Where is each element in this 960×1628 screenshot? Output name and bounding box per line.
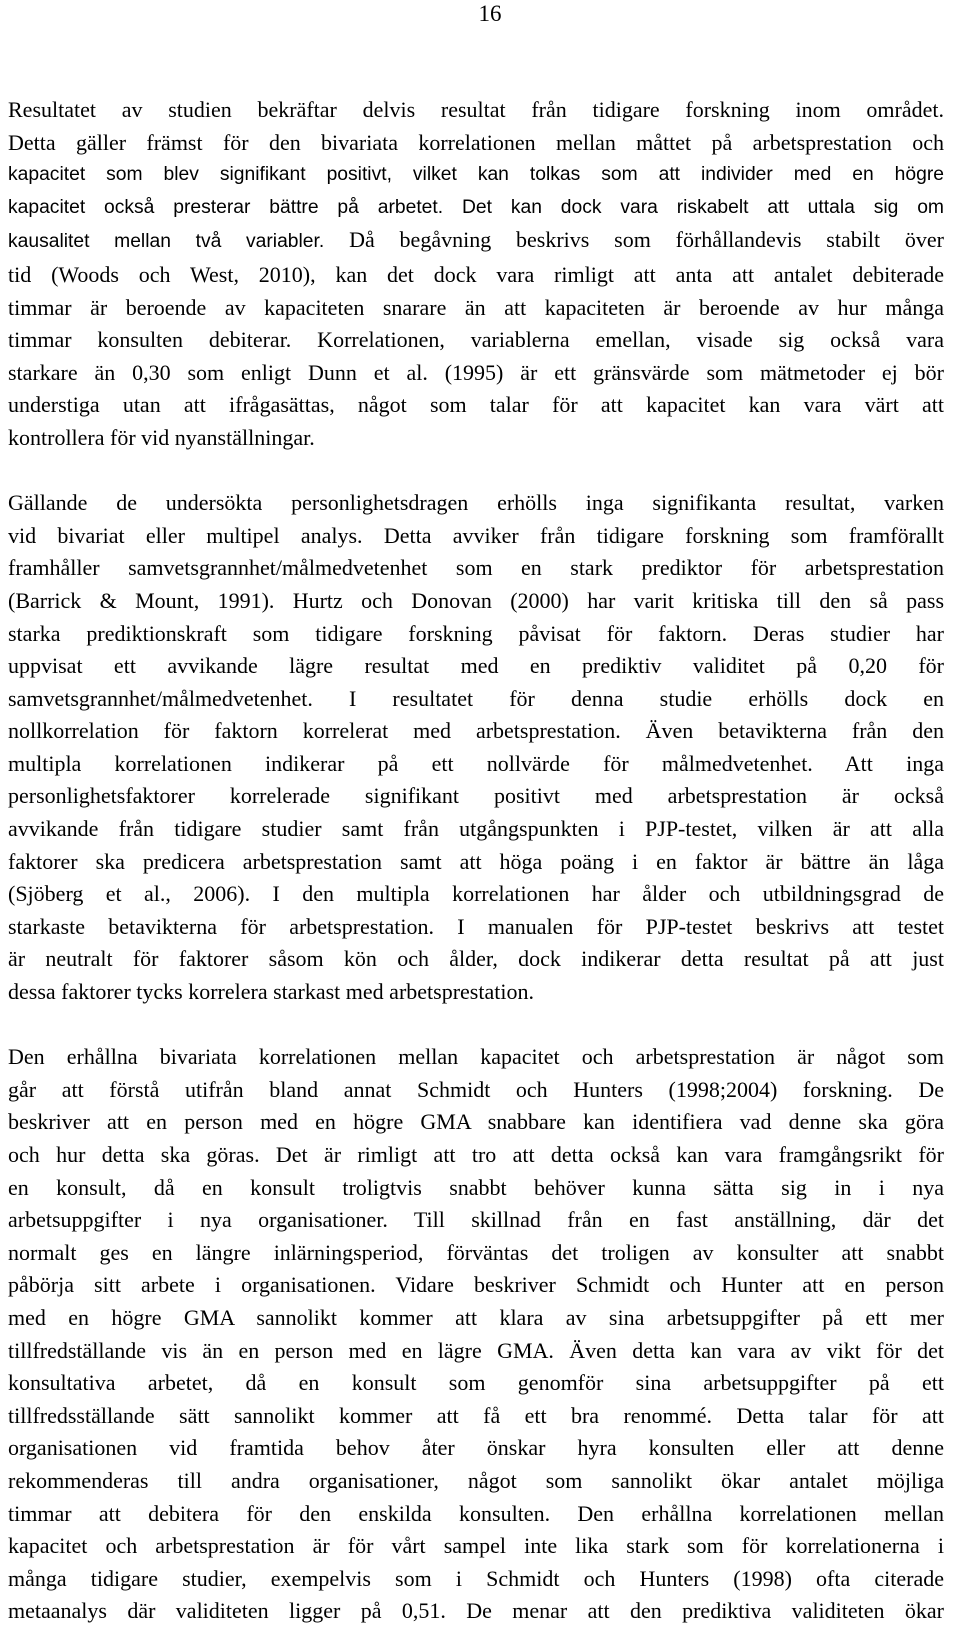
text-line: samvetsgrannhet/målmedvetenhet. I resultatet för denna studie erhölls dock en [8,685,944,711]
paragraph-personality-traits [8,487,944,1009]
text-line: Resultatet av studien bekräftar delvis resultat från tidigare forskning inom området. [8,97,944,122]
page-number: 16 [478,1,502,26]
paragraph-results-summary [8,94,944,455]
text-line: Den erhållna bivariata korrelationen mellan kapacitet och arbetsprestation är något som [8,1044,944,1070]
text-line [8,224,944,259]
text-segment: Då begåvning beskrivs som förhållandevis stabilt över [349,227,944,253]
text-line: Gällande de undersökta personlighetsdragen erhölls inga signifikanta resultat, varken [8,490,944,516]
text-line: är neutralt för faktorer såsom kön och ålder, dock indikerar detta resultat på att just [8,946,944,972]
text-line: många tidigare studier, exempelvis som i Schmidt och Hunters (1998) ofta citerade [8,1565,944,1591]
paragraph-spacer [8,1009,944,1042]
text-line: tid (Woods och West, 2010), kan det dock vara rimligt att anta att antalet debiterade [8,261,944,287]
text-line: normalt ges en längre inlärningsperiod, förväntas det troligen av konsulter att snabbt [8,1239,944,1265]
text-line: tillfredsställande sätt sannolikt kommer att få ett bra renommé. Detta talar för att [8,1402,944,1428]
text-segment: kausalitet mellan två variabler. [8,231,325,253]
text-line: organisationen vid framtida behov åter önskar hyra konsulten eller att denne [8,1435,944,1461]
text-line: avvikande från tidigare studier samt från utgångspunkten i PJP-testet, vilken är att alla [8,816,944,842]
text-line: beskriver att en person med en högre GMA snabbare kan identifiera vad denne ska göra [8,1109,944,1135]
text-line: timmar konsulten debiterar. Korrelationen, variablerna emellan, visade sig också vara [8,327,944,353]
text-line: med en högre GMA sannolikt kommer att klara av sina arbetsuppgifter på ett mer [8,1304,944,1330]
text-line: timmar att debitera för den enskilda konsulten. Den erhållna korrelationen mellan [8,1500,944,1526]
text-line: personlighetsfaktorer korrelerade signifikant positivt med arbetsprestation är också [8,783,944,809]
text-line: starkare än 0,30 som enligt Dunn et al. (1995) är ett gränsvärde som mätmetoder ej bör [8,359,944,385]
text-line: understiga utan att ifrågasättas, något som talar för att kapacitet kan vara värt att [8,392,944,418]
text-line: uppvisat ett avvikande lägre resultat med en prediktiv validitet på 0,20 för [8,653,944,679]
text-line: tillfredställande vis än en person med en lägre GMA. Även detta kan vara av vikt för det [8,1337,944,1363]
text-line: en konsult, då en konsult troligtvis snabbt behöver kunna sätta sig in i nya [8,1174,944,1200]
paragraph-gma-correlation [8,1041,944,1628]
text-line: multipla korrelationen indikerar på ett nollvärde för målmedvetenhet. Att inga [8,750,944,776]
text-line: metaanalys där validiteten ligger på 0,51. De menar att den prediktiva validiteten ökar [8,1598,944,1624]
text-line: vid bivariat eller multipel analys. Detta avviker från tidigare forskning som framförallt [8,522,944,548]
text-line: kapacitet också presterar bättre på arbetet. Det kan dock vara riskabelt att uttala sig om [8,196,944,218]
text-line: nollkorrelation för faktorn korrelerat med arbetsprestation. Även betavikterna från den [8,718,944,744]
text-line: konsultativa arbetet, då en konsult som genomför sina arbetsuppgifter på ett [8,1370,944,1396]
text-line: kapacitet och arbetsprestation är för vårt sampel inte lika stark som för korrelationerna i [8,1533,944,1559]
text-line: framhåller samvetsgrannhet/målmedvetenhet som en stark prediktor för arbetsprestation [8,555,944,581]
text-line: dessa faktorer tycks korrelera starkast med arbetsprestation. [8,979,534,1005]
text-line: (Barrick & Mount, 1991). Hurtz och Donovan (2000) har varit kritiska till den så pass [8,587,944,613]
text-line: kapacitet som blev signifikant positivt, vilket kan tolkas som att individer med en högre [8,164,944,186]
text-line: går att förstå utifrån bland annat Schmidt och Hunters (1998;2004) forskning. De [8,1076,944,1102]
text-line: arbetsuppgifter i nya organisationer. Till skillnad från en fast anställning, där det [8,1207,944,1233]
text-line: rekommenderas till andra organisationer, något som sannolikt ökar antalet möjliga [8,1467,944,1493]
text-line: kontrollera för vid nyanställningar. [8,424,315,450]
text-line: och hur detta ska göras. Det är rimligt att tro att detta också kan vara framgångsrikt för [8,1142,944,1167]
text-line: starkaste betavikterna för arbetsprestation. I manualen för PJP-testet beskrivs att testet [8,913,944,939]
text-line: påbörja sitt arbete i organisationen. Vidare beskriver Schmidt och Hunter att en person [8,1272,944,1298]
paragraph-spacer [8,455,944,488]
text-line: (Sjöberg et al., 2006). I den multipla korrelationen har ålder och utbildningsgrad de [8,881,944,907]
text-line: starka prediktionskraft som tidigare forskning påvisat för faktorn. Deras studier har [8,620,944,646]
document-body [8,94,944,1628]
text-line: timmar är beroende av kapaciteten snarare än att kapaciteten är beroende av hur många [8,294,944,320]
text-line: faktorer ska predicera arbetsprestation samt att höga poäng i en faktor är bättre än låga [8,848,944,874]
text-line: Detta gäller främst för den bivariata korrelationen mellan måttet på arbetsprestation och [8,129,944,155]
